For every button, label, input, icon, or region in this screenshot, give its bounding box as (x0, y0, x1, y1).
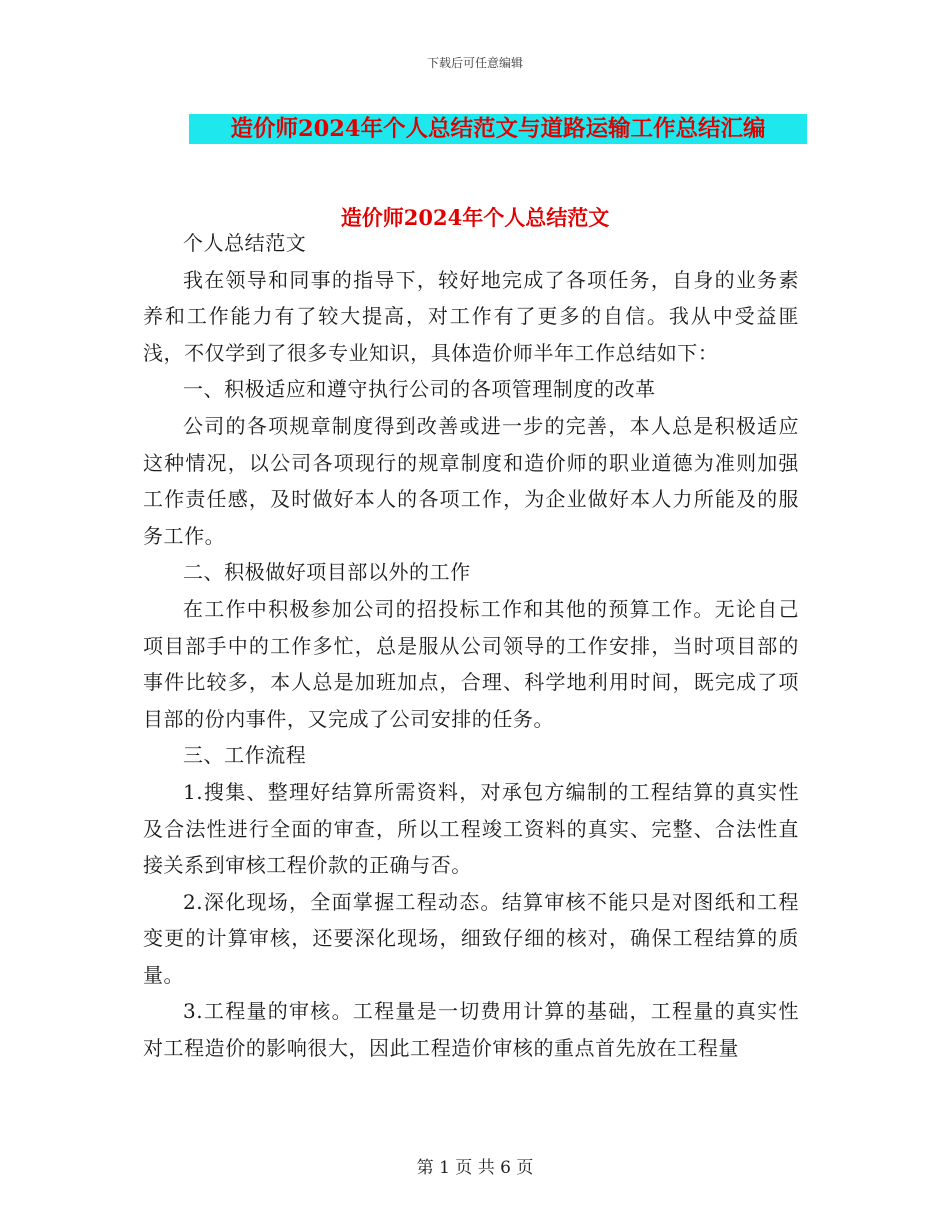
document-title: 造价师2024年个人总结范文与道路运输工作总结汇编 (189, 114, 807, 144)
paragraph: 我在领导和同事的指导下，较好地完成了各项任务，自身的业务素养和工作能力有了较大提高，对工作有了更多的自信。我从中受益匪浅，不仅学到了很多专业知识，具体造价师半年工作总结如下： (143, 267, 799, 365)
document-body (143, 225, 799, 1067)
paragraph: 在工作中积极参加公司的招投标工作和其他的预算工作。无论自己项目部手中的工作多忙，总是服从公司领导的工作安排，当时项目部的事件比较多，本人总是加班加点，合理、科学地利用时间，既完成了项目部的份内事件，又完成了公司安排的任务。 (143, 596, 799, 731)
paragraph-heading: 个人总结范文 (183, 231, 307, 255)
paragraph-heading: 三、工作流程 (183, 743, 307, 768)
paragraph: 公司的各项规章制度得到改善或进一步的完善，本人总是积极适应这种情况，以公司各项现行的规章制度和造价师的职业道德为准则加强工作责任感，及时做好本人的各项工作，为企业做好本人力所能及的服务工作。 (143, 413, 799, 548)
section-title: 造价师2024年个人总结范文 (340, 205, 610, 230)
paragraph-heading: 二、积极做好项目部以外的工作 (183, 560, 471, 585)
paragraph-heading: 一、积极适应和遵守执行公司的各项管理制度的改革 (183, 377, 656, 402)
header-note: 下载后可任意编辑 (426, 56, 523, 70)
paragraph: 1.搜集、整理好结算所需资料，对承包方编制的工程结算的真实性及合法性进行全面的审查，所以工程竣工资料的真实、完整、合法性直接关系到审核工程价款的正确与否。 (143, 779, 799, 878)
paragraph: 3.工程量的审核。工程量是一切费用计算的基础，工程量的真实性对工程造价的影响很大，因此工程造价审核的重点首先放在工程量 (143, 999, 799, 1061)
page-footer: 第 1 页 共 6 页 (416, 1158, 534, 1178)
paragraph: 2.深化现场，全面掌握工程动态。结算审核不能只是对图纸和工程变更的计算审核，还要深化现场，细致仔细的核对，确保工程结算的质量。 (143, 889, 799, 987)
